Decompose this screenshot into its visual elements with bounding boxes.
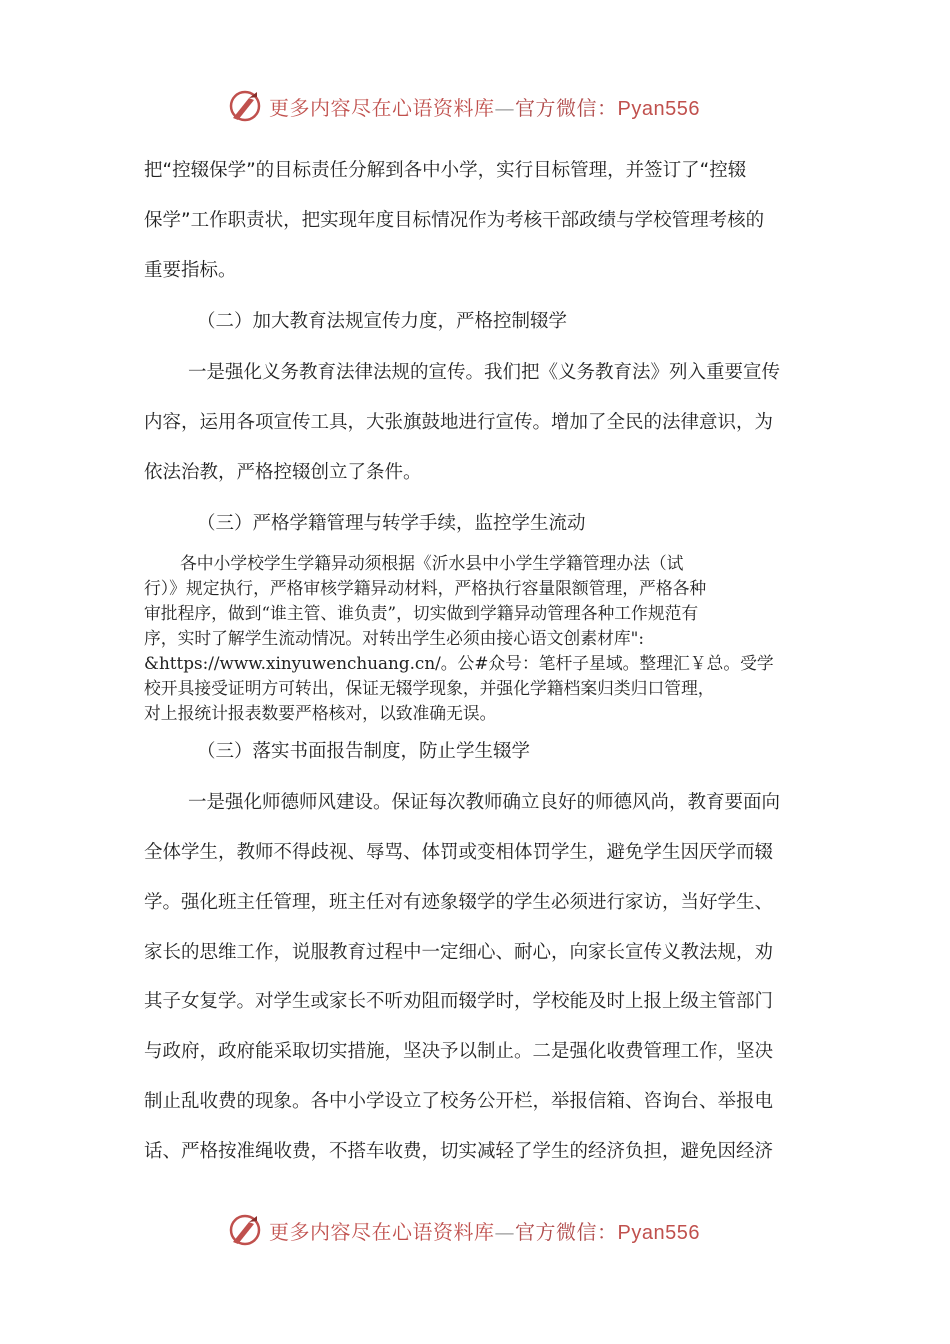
dense-line: 审批程序，做到“谁主管、谁负责”，切实做到学籍异动管理各种工作规范有: [144, 603, 699, 623]
dense-paragraph: [144, 551, 812, 726]
dense-line: 对上报统计报表数要严格核对，以致准确无误。: [144, 703, 497, 723]
footer-brand: 更多内容尽在心语资料库: [269, 1219, 495, 1244]
body-line: 一是强化师德师风建设。保证每次教师确立良好的师德风尚，教育要面向: [188, 792, 781, 813]
pen-logo-icon: [227, 88, 263, 124]
body-line: 与政府，政府能采取切实措施，坚决予以制止。二是强化收费管理工作，坚决: [144, 1041, 774, 1062]
body-line: 制止乱收费的现象。各中小学设立了校务公开栏，举报信箱、咨询台、举报电: [144, 1091, 774, 1112]
footer-wechat-label: 官方微信：: [515, 1219, 618, 1244]
header-text: [269, 92, 700, 121]
header-banner: [227, 86, 747, 126]
pen-logo-icon: [227, 1212, 263, 1248]
body-line: 内容，运用各项宣传工具，大张旗鼓地进行宣传。增加了全民的法律意识，为: [144, 412, 774, 433]
dense-line: 校开具接受证明方可转出，保证无辍学现象，并强化学籍档案归类归口管理，: [144, 678, 715, 698]
body-line: 全体学生，教师不得歧视、辱骂、体罚或变相体罚学生，避免学生因厌学而辍: [144, 842, 774, 863]
body-line: 一是强化义务教育法律法规的宣传。我们把《义务教育法》列入重要宣传: [188, 362, 781, 383]
footer-text: [269, 1216, 700, 1245]
dense-line: &https://www.xinyuwenchuang.cn/。公#众号：笔杆子星域。整理汇￥总。受学: [144, 653, 774, 673]
body-line: 话、严格按准绳收费，不搭车收费，切实减轻了学生的经济负担，避免因经济: [144, 1141, 774, 1162]
footer-wechat-id: Pyan556: [617, 1221, 700, 1244]
body-line: 学。强化班主任管理，班主任对有迹象辍学的学生必须进行家访，当好学生、: [144, 892, 774, 913]
section-heading: （三）严格学籍管理与转学手续，监控学生流动: [197, 513, 586, 534]
dense-line: 各中小学校学生学籍异动须根据《沂水县中小学生学籍管理办法（试: [180, 553, 684, 573]
dense-line: 行）》规定执行，严格审核学籍异动材料，严格执行容量限额管理，严格各种: [144, 578, 707, 598]
footer-separator: —: [494, 1219, 515, 1244]
body-line: 依法治教，严格控辍创立了条件。: [144, 462, 422, 483]
header-wechat-label: 官方微信：: [515, 95, 618, 120]
body-line: 保学”工作职责状，把实现年度目标情况作为考核干部政绩与学校管理考核的: [144, 210, 765, 231]
body-line: 其子女复学。对学生或家长不听劝阻而辍学时，学校能及时上报上级主管部门: [144, 991, 774, 1012]
body-line: 家长的思维工作，说服教育过程中一定细心、耐心，向家长宣传义教法规，劝: [144, 942, 774, 963]
dense-line: 序，实时了解学生流动情况。对转出学生必须由接心语文创素材库":: [144, 628, 645, 648]
body-line: 重要指标。: [144, 260, 237, 281]
section-heading: （二）加大教育法规宣传力度，严格控制辍学: [197, 311, 568, 332]
header-separator: —: [494, 95, 515, 120]
footer-banner: [227, 1210, 747, 1250]
header-wechat-id: Pyan556: [617, 97, 700, 120]
section-heading: （三）落实书面报告制度，防止学生辍学: [197, 741, 531, 762]
body-line: 把“控辍保学”的目标责任分解到各中小学，实行目标管理，并签订了“控辍: [144, 160, 747, 181]
header-brand: 更多内容尽在心语资料库: [269, 95, 495, 120]
